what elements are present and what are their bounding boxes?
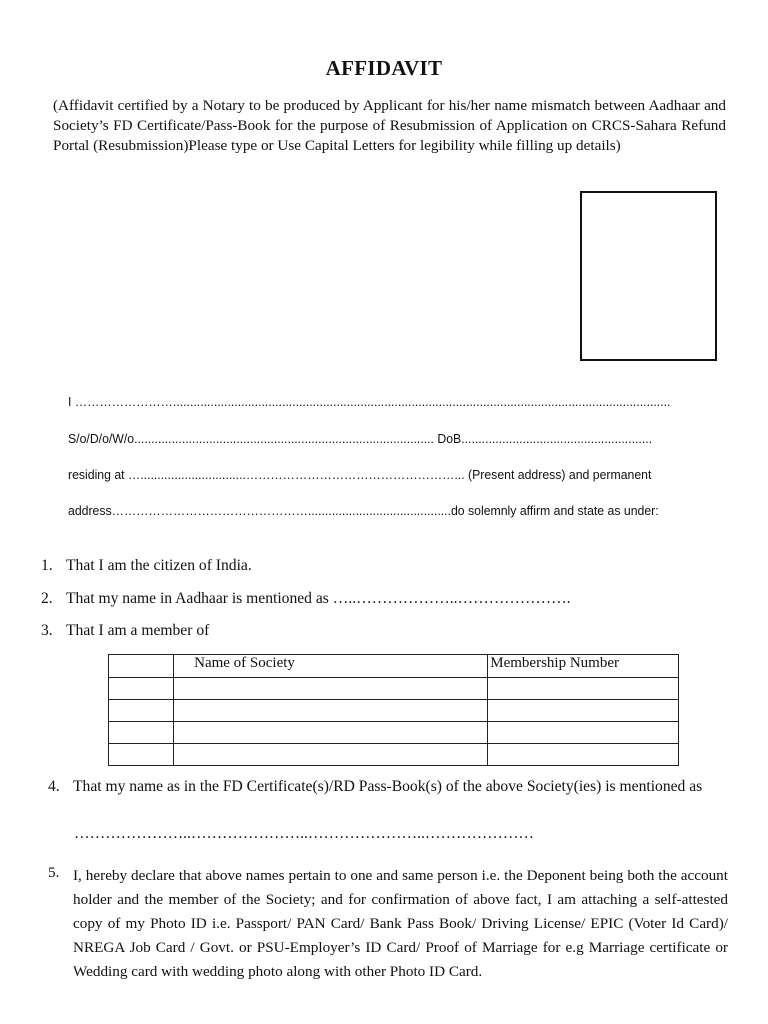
- statement-5-number: 5.: [48, 864, 60, 881]
- table-header-name-of-society: Name of Society: [174, 655, 488, 678]
- table-header-membership-number: Membership Number: [488, 655, 679, 678]
- statement-4-blank-line: …………………..…………………..…………………..…………………: [74, 825, 535, 842]
- statement-3: [41, 622, 209, 640]
- statement-4: [48, 778, 702, 796]
- document-title: AFFIDAVIT: [325, 56, 443, 80]
- statement-number: 1.: [41, 557, 53, 574]
- table-cell[interactable]: [109, 722, 174, 744]
- table-cell[interactable]: [109, 700, 174, 722]
- statement-5: I, hereby declare that above names pertain to one and same person i.e. the Deponent being both the account holder and the member of the Society; and for confirmation of above fact, I am attaching a self-attested copy of my Photo ID i.e. Passport/ PAN Card/ Bank Pass Book/ Driving License/ EPIC (Voter Id Card)/ NREGA Job Card / Govt. or PSU-Employer’s ID Card/ Proof of Marriage for e.g Marriage certificate or Wedding card with wedding photo along with other Photo ID Card.: [73, 867, 728, 980]
- table-cell[interactable]: [488, 722, 679, 744]
- table-cell[interactable]: [488, 744, 679, 766]
- table-cell[interactable]: [109, 678, 174, 700]
- statement-number: 4.: [48, 778, 60, 795]
- table-header-cell: [109, 655, 174, 678]
- statement-text: That my name in Aadhaar is mentioned as …..………………..………………….: [66, 590, 571, 607]
- photo-box: [580, 191, 717, 361]
- table-cell[interactable]: [488, 700, 679, 722]
- table-cell[interactable]: [174, 678, 488, 700]
- name-line: I ……………………..................................................................................................................................................: [68, 394, 671, 409]
- statement-text: That my name as in the FD Certificate(s)/RD Pass-Book(s) of the above Society(ies) is mentioned as: [73, 778, 703, 795]
- table-cell[interactable]: [174, 700, 488, 722]
- statement-number: 2.: [41, 590, 53, 607]
- present-address-line: residing at …...............................……………………………………………... (Present address) and permanent: [68, 467, 652, 482]
- table-header-row: [109, 655, 679, 678]
- table-cell[interactable]: [488, 678, 679, 700]
- table-row: [109, 678, 679, 700]
- table-row: [109, 744, 679, 766]
- statement-1: [41, 557, 252, 575]
- table-cell[interactable]: [174, 744, 488, 766]
- table-row: [109, 700, 679, 722]
- statement-text: That I am the citizen of India.: [66, 557, 252, 574]
- permanent-address-line: address…………………………………………..........................................do solemnly affirm and state as under:: [68, 503, 659, 518]
- statement-text: That I am a member of: [66, 622, 210, 639]
- table-row: [109, 722, 679, 744]
- relation-dob-line: S/o/D/o/W/o........................................................................................ DoB........................................................: [68, 431, 653, 446]
- statement-number: 3.: [41, 622, 53, 639]
- document-subtitle: (Affidavit certified by a Notary to be produced by Applicant for his/her name mismatch between Aadhaar and Society’s FD Certificate/Pass-Book for the purpose of Resubmission of Application on CRCS-Sahara Refund Portal (Resubmission)Please type or Use Capital Letters for legibility while filling up details): [53, 97, 726, 154]
- statement-2: [41, 590, 571, 608]
- table-cell[interactable]: [174, 722, 488, 744]
- table-cell[interactable]: [109, 744, 174, 766]
- society-table: [108, 654, 679, 766]
